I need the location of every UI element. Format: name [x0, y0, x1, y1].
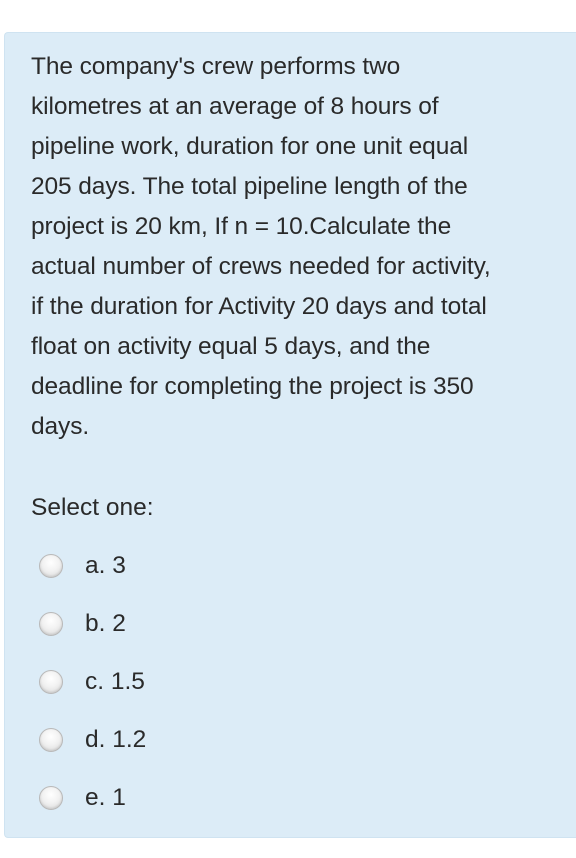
question-line: pipeline work, duration for one unit equal [31, 133, 469, 160]
radio-button[interactable] [39, 728, 63, 752]
question-text [31, 47, 571, 447]
radio-button[interactable] [39, 612, 63, 636]
question-line: kilometres at an average of 8 hours of [31, 93, 439, 120]
question-line: days. [31, 413, 90, 440]
option-label: a. 3 [85, 552, 126, 579]
question-line: actual number of crews needed for activity, [31, 253, 491, 280]
option-c[interactable] [39, 653, 146, 711]
option-label: b. 2 [85, 610, 126, 637]
question-line: if the duration for Activity 20 days and total [31, 293, 487, 320]
question-line: deadline for completing the project is 350 [31, 373, 474, 400]
option-b[interactable] [39, 595, 146, 653]
question-card [4, 32, 576, 838]
question-line: The company's crew performs two [31, 53, 401, 80]
option-e[interactable] [39, 769, 146, 827]
select-one-label: Select one: [31, 494, 154, 521]
radio-button[interactable] [39, 554, 63, 578]
option-label: d. 1.2 [85, 726, 147, 753]
option-d[interactable] [39, 711, 146, 769]
radio-button[interactable] [39, 670, 63, 694]
radio-button[interactable] [39, 786, 63, 810]
question-line: float on activity equal 5 days, and the [31, 333, 431, 360]
option-label: e. 1 [85, 784, 126, 811]
option-a[interactable] [39, 537, 146, 595]
answer-options [39, 537, 146, 827]
option-label: c. 1.5 [85, 668, 145, 695]
question-line: project is 20 km, If n = 10.Calculate the [31, 213, 452, 240]
question-line: 205 days. The total pipeline length of the [31, 173, 468, 200]
